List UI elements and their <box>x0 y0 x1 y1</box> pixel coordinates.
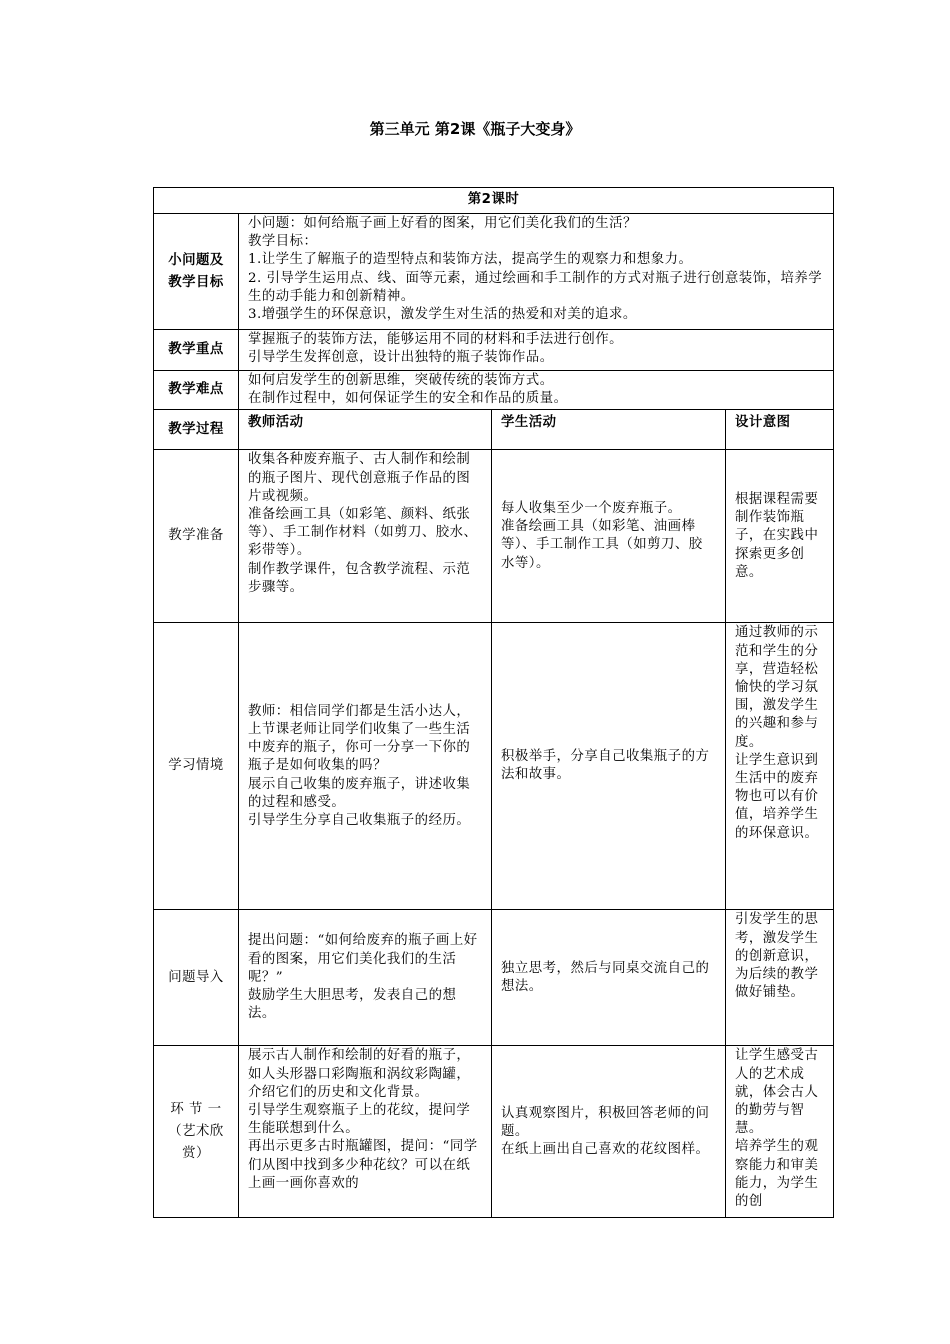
student-activity <box>492 623 726 910</box>
text-line: 提出问题：“如何给废弃的瓶子画上好看的图案，用它们美化我们的生活呢？” <box>248 933 478 985</box>
text-line: 赏） <box>182 1145 210 1161</box>
design-intent <box>726 910 834 1046</box>
text-line: 掌握瓶子的装饰方法，能够运用不同的材料和手法进行创作。 <box>248 332 624 347</box>
key-points-content <box>239 330 834 371</box>
text-line: 引发学生的思考，激发学生的创新意识，为后续的教学做好铺垫。 <box>735 912 819 1001</box>
design-intent-header: 设计意图 <box>726 410 834 450</box>
session-row <box>154 188 834 214</box>
student-activity <box>492 450 726 623</box>
stage-row-appreciation <box>154 1046 834 1218</box>
text-line: 准备绘画工具（如彩笔、颜料、纸张等）、手工制作材料（如剪刀、胶水、彩带等）。 <box>248 507 478 559</box>
text-line: 引导学生观察瓶子上的花纹，提问学生能联想到什么。 <box>248 1103 471 1137</box>
text-line: 如何启发学生的创新思维，突破传统的装饰方式。 <box>248 373 554 388</box>
text-line: 制作教学课件，包含教学流程、示范步骤等。 <box>248 561 471 595</box>
text-line: 根据课程需要制作装饰瓶子，在实践中探索更多创意。 <box>735 491 819 580</box>
page-title: 第三单元 第2课《瓶子大变身》 <box>369 120 581 138</box>
session-heading: 第2课时 <box>154 188 834 214</box>
goals-content <box>239 214 834 330</box>
key-points-label: 教学重点 <box>154 330 239 371</box>
process-header-row <box>154 410 834 450</box>
stage-label <box>154 1046 239 1218</box>
teacher-activity-header: 教师活动 <box>239 410 492 450</box>
stage-row-preparation <box>154 450 834 623</box>
text-line: （艺术欣 <box>168 1123 224 1139</box>
student-activity <box>492 1046 726 1218</box>
text-line: 培养学生的观察能力和审美能力，为学生的创 <box>735 1139 819 1210</box>
design-intent <box>726 623 834 910</box>
stage-label <box>154 450 239 623</box>
text-line: 教学目标： <box>248 234 318 250</box>
teacher-activity <box>239 623 492 910</box>
text-line: 小问题：如何给瓶子画上好看的图案，用它们美化我们的生活？ <box>248 216 637 231</box>
text-line: 问题导入 <box>168 969 224 985</box>
text-line: 每人收集至少一个废弃瓶子。 <box>501 501 682 516</box>
goals-row <box>154 214 834 330</box>
difficulties-content <box>239 371 834 410</box>
text-line: 2. 引导学生运用点、线、面等元素，通过绘画和手工制作的方式对瓶子进行创意装饰，培养学生的动手能力和创新精神。 <box>248 270 823 304</box>
text-line: 教师：相信同学们都是生活小达人，上节课老师让同学们收集了一些生活中废弃的瓶子，你可一分享一下你的瓶子是如何收集的吗？ <box>248 703 471 774</box>
text-line: 引导学生分享自己收集瓶子的经历。 <box>248 812 471 828</box>
goals-label: 小问题及 教学目标 <box>154 214 239 330</box>
process-label: 教学过程 <box>154 410 239 450</box>
stage-row-context <box>154 623 834 910</box>
teacher-activity <box>239 1046 492 1218</box>
text-line: 让学生感受古人的艺术成就，体会古人的勤劳与智慧。 <box>735 1048 819 1137</box>
lesson-plan-table <box>153 187 834 1218</box>
text-line: 独立思考，然后与同桌交流自己的想法。 <box>501 960 710 994</box>
text-line: 鼓励学生大胆思考，发表自己的想法。 <box>248 988 457 1022</box>
text-line: 展示古人制作和绘制的好看的瓶子，如人头形器口彩陶瓶和涡纹彩陶罐，介绍它们的历史和文化背景。 <box>248 1048 471 1100</box>
text-line: 再出示更多古时瓶罐图，提问：“同学们从图中找到多少种花纹？可以在纸上画一画你喜欢的 <box>248 1139 478 1191</box>
text-line: 准备绘画工具（如彩笔、油画棒等）、手工制作工具（如剪刀、胶水等）。 <box>501 519 703 571</box>
text-line: 在纸上画出自己喜欢的花纹图样。 <box>501 1142 710 1157</box>
text-line: 收集各种废弃瓶子、古人制作和绘制的瓶子图片、现代创意瓶子作品的图片或视频。 <box>248 452 471 504</box>
text-line: 3.增强学生的环保意识，激发学生对生活的热爱和对美的追求。 <box>248 307 637 323</box>
difficulties-label: 教学难点 <box>154 371 239 410</box>
teacher-activity <box>239 910 492 1046</box>
teacher-activity <box>239 450 492 623</box>
student-activity-header: 学生活动 <box>492 410 726 450</box>
difficulties-row <box>154 371 834 410</box>
text-line: 1.让学生了解瓶子的造型特点和装饰方法，提高学生的观察力和想象力。 <box>248 252 693 268</box>
design-intent <box>726 450 834 623</box>
text-line: 学习情境 <box>168 758 224 774</box>
student-activity <box>492 910 726 1046</box>
text-line: 教学准备 <box>168 528 224 544</box>
key-points-row <box>154 330 834 371</box>
text-line: 通过教师的示范和学生的分享，营造轻松愉快的学习氛围，激发学生的兴趣和参与度。 <box>735 625 819 750</box>
text-line: 在制作过程中，如何保证学生的安全和作品的质量。 <box>248 391 568 407</box>
text-line: 让学生意识到生活中的废弃物也可以有价值，培养学生的环保意识。 <box>735 752 819 841</box>
design-intent <box>726 1046 834 1218</box>
text-line: 展示自己收集的废弃瓶子，讲述收集的过程和感受。 <box>248 776 471 810</box>
text-line: 认真观察图片，积极回答老师的问题。 <box>501 1105 710 1139</box>
text-line: 引导学生发挥创意，设计出独特的瓶子装饰作品。 <box>248 350 554 366</box>
text-line: 环 节 一 <box>170 1101 222 1117</box>
text-line: 积极举手，分享自己收集瓶子的方法和故事。 <box>501 749 710 783</box>
stage-label <box>154 910 239 1046</box>
stage-label <box>154 623 239 910</box>
stage-row-question <box>154 910 834 1046</box>
